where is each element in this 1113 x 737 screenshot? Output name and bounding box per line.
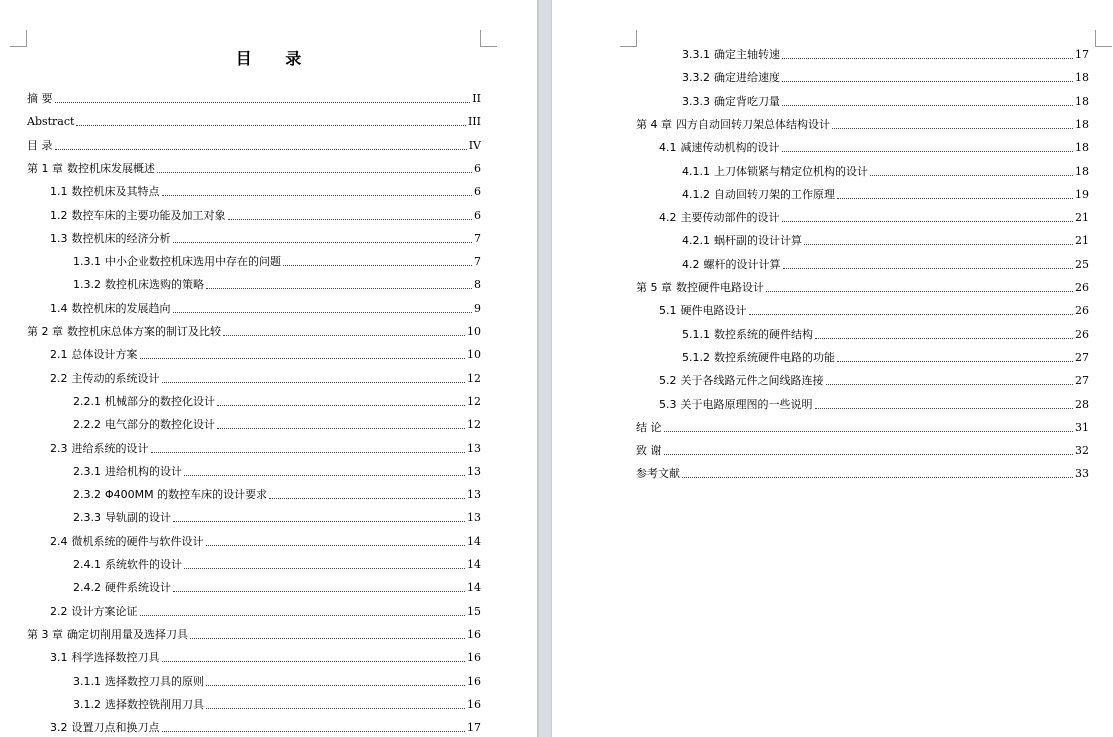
toc-entry[interactable] [636,419,1089,435]
toc-entry[interactable] [682,46,1089,62]
toc-entry-label [682,351,835,365]
dot-leader [173,242,473,243]
dot-leader [837,198,1073,199]
toc-entry-page-number: 21 [1075,211,1089,225]
toc-entry-number: 2.3.3 [73,511,101,525]
dot-leader [206,288,472,289]
toc-entry-page-number: 12 [467,371,481,385]
dot-leader [162,661,466,662]
toc-entry-page-number: 12 [467,418,481,432]
toc-entry-title: 确定主轴转速 [714,48,780,61]
toc-entry-title: 进给机构的设计 [105,464,182,478]
toc-entry-title: 机械部分的数控化设计 [105,394,215,408]
toc-entry-title: 数控机床及其特点 [71,185,160,199]
toc-entry[interactable] [636,116,1089,132]
toc-entry-label [682,234,802,248]
toc-entry[interactable] [73,696,481,712]
toc-entry-title: 参考文献 [636,467,680,481]
toc-entry[interactable] [50,440,481,456]
dot-leader [826,384,1074,385]
toc-entry[interactable] [50,533,481,549]
dot-leader [782,221,1074,222]
toc-entry-number: 2.4.1 [73,558,101,571]
toc-entry-title: 自动回转刀架的工作原理 [714,187,835,201]
toc-entry[interactable] [50,603,481,619]
toc-entry-title: 总体设计方案 [71,348,138,362]
toc-entry[interactable] [659,396,1089,412]
toc-entry-number: 4.2.1 [682,234,710,248]
toc-entry-number: 1.1 [50,185,68,199]
toc-entry-title: 摘 要 [27,92,53,105]
toc-entry-page-number: 14 [467,558,481,571]
toc-entry-page-number: 16 [467,627,481,641]
toc-entry[interactable] [636,465,1089,481]
toc-entry-number: 2.1 [50,348,68,362]
toc-entry-page-number: 17 [1075,48,1089,61]
toc-entry-number: 1.3.2 [73,278,101,292]
toc-entry-label [73,698,204,712]
toc-entry-label [659,398,813,412]
toc-entry-title: 数控系统的硬件结构 [714,327,813,341]
toc-entry-title: 数控机床发展概述 [67,161,155,175]
toc-entry-number: 5.3 [659,397,677,411]
toc-entry-number: 2.2 [50,371,68,385]
toc-entry-page-number: 7 [474,231,481,245]
toc-entry-label [659,141,780,155]
dot-leader [782,105,1073,106]
toc-entry[interactable] [27,137,481,153]
toc-entry-label [682,328,813,342]
toc-entry[interactable] [73,509,481,525]
toc-entry[interactable] [27,113,481,129]
dot-leader [162,195,473,196]
toc-entry-title: Φ400MM 的数控车床的设计要求 [105,488,268,502]
toc-entry-number: 第 4 章 [636,117,672,131]
toc-entry-title: 进给系统的设计 [71,441,149,455]
toc-entry-title: 数控机床的发展趋向 [71,301,171,315]
dot-leader [664,431,1074,432]
toc-entry-title: 数控机床的经济分析 [71,231,171,245]
toc-entry-number: 3.3.2 [682,71,710,85]
dot-leader [206,708,465,709]
toc-entry[interactable] [682,256,1089,272]
toc-entry-page-number: 28 [1075,397,1089,411]
toc-entry-title: 电气部分的数控化设计 [105,418,215,432]
toc-entry-title: 致 谢 [636,444,662,458]
toc-entry-label [27,325,221,339]
dot-leader [228,219,473,220]
toc-entry-number: 2.4.2 [73,581,101,595]
dot-leader [782,151,1074,152]
dot-leader [804,244,1073,245]
toc-entry-label [73,581,171,595]
page-gutter [537,0,552,737]
toc-entry-page-number: 26 [1075,281,1089,294]
toc-entry-title: 目 录 [27,138,53,152]
toc-entry-page-number: 27 [1075,350,1089,364]
toc-entry-page-number: IV [468,138,481,152]
toc-entry[interactable] [682,69,1089,85]
toc-entry-label [27,162,155,176]
toc-entry[interactable] [682,163,1089,179]
toc-entry-title: 硬件系统设计 [105,581,171,595]
toc-entry-title: 确定进给速度 [714,71,780,85]
toc-entry-title: 硬件电路设计 [680,304,747,318]
toc-entry-page-number: II [472,92,481,105]
toc-entry-label [27,628,188,642]
toc-entry-title: 中小企业数控机床选用中存在的问题 [105,255,281,269]
toc-entry-label [73,558,182,572]
toc-entry-title: 科学选择数控刀具 [71,651,160,665]
toc-entry-title: 四方自动回转刀架总体结构设计 [676,117,830,131]
toc-entry[interactable] [50,207,481,223]
toc-entry-page-number: 13 [467,464,481,478]
toc-entry-page-number: 13 [467,511,481,525]
toc-entry-label [27,115,74,129]
dot-leader [184,568,465,569]
dot-leader [162,731,466,732]
toc-entry-page-number: 33 [1075,467,1089,481]
toc-entry-label [636,118,830,132]
toc-entry-title: 选择数控铣削用刀具 [105,697,204,711]
toc-entry-number: 1.3.1 [73,255,101,269]
toc-entry-page-number: 15 [467,604,481,618]
dot-leader [783,268,1074,269]
toc-entry-label [682,71,780,85]
toc-entry-title: 数控车床的主要功能及加工对象 [71,208,226,222]
toc-entry-title: 系统软件的设计 [105,558,182,571]
dot-leader [206,685,465,686]
dot-leader [157,172,472,173]
toc-entry-number: 1.2 [50,208,68,222]
toc-entry-title: 数控机床选购的策略 [105,278,204,292]
toc-entry[interactable] [27,323,481,339]
toc-entry[interactable] [73,579,481,595]
toc-entry-number: 3.1 [50,651,68,665]
toc-entry-number: 4.1.1 [682,164,710,178]
dot-leader [184,475,465,476]
toc-entry-number: 2.4 [50,534,68,548]
toc-entry-page-number: 6 [474,161,481,175]
toc-entry-page-number: 26 [1075,304,1089,318]
dot-leader [162,382,466,383]
toc-entry[interactable] [659,302,1089,318]
corner-crop-mark [480,30,497,47]
toc-entry-title: 确定背吃刀量 [714,94,780,108]
dot-leader [217,405,465,406]
toc-entry-title: Abstract [27,115,75,129]
toc-entry-label [636,281,764,295]
toc-entry-title: 微机系统的硬件与软件设计 [71,534,204,548]
toc-entry[interactable] [682,186,1089,202]
document-page-right [552,0,1113,737]
dot-leader [782,58,1073,59]
toc-entry-number: 4.2 [682,257,700,271]
toc-entry-number: 2.3 [50,441,68,455]
toc-entry-page-number: 32 [1075,444,1089,458]
toc-entry-page-number: 13 [467,488,481,502]
toc-entry-label [73,395,215,409]
toc-entry[interactable] [636,442,1089,458]
toc-entry-label [27,139,53,153]
toc-entry-number: 2.2.2 [73,418,101,432]
toc-entry-title: 设计方案论证 [71,604,138,618]
toc-entry[interactable] [50,370,481,386]
toc-entry-label [73,675,204,689]
toc-entry-title: 设置刀点和换刀点 [71,721,160,735]
toc-entry-number: 5.1.2 [682,350,710,364]
toc-entry[interactable] [682,93,1089,109]
toc-entry-page-number: 7 [474,255,481,269]
toc-entry-page-number: 16 [467,697,481,711]
toc-entry-page-number: 16 [467,674,481,688]
toc-entry-page-number: 13 [467,441,481,455]
dot-leader [682,477,1073,478]
dot-leader [76,125,466,126]
toc-entry-page-number: 18 [1075,164,1089,178]
toc-entry-number: 3.2 [50,721,68,735]
toc-entry-label [659,304,747,318]
toc-entry-number: 4.1.2 [682,187,710,201]
toc-title: 目 录 [235,49,316,68]
toc-entry-number: 4.1 [659,141,677,155]
toc-entry[interactable] [73,393,481,409]
dot-leader [140,358,466,359]
toc-entry-label [682,95,780,109]
toc-entry-label [636,467,680,481]
toc-entry-page-number: 18 [1075,141,1089,155]
toc-entry-label [50,651,160,665]
toc-entry[interactable] [73,253,481,269]
toc-entry-label [73,418,215,432]
toc-entry-label [50,442,149,456]
toc-entry-page-number: 6 [474,185,481,199]
dot-leader [832,128,1073,129]
toc-entry-page-number: III [467,115,481,129]
toc-entry-title: 减速传动机构的设计 [680,141,780,155]
toc-entry-page-number: 14 [467,581,481,595]
toc-entry-number: 2.3.2 [73,488,101,502]
dot-leader [782,81,1073,82]
toc-entry-title: 确定切削用量及选择刀具 [67,627,188,641]
dot-leader [766,291,1073,292]
dot-leader [815,408,1074,409]
toc-entry-page-number: 27 [1075,374,1089,388]
dot-leader [173,521,465,522]
dot-leader [749,314,1074,315]
toc-entry-page-number: 16 [467,651,481,665]
toc-entry-number: 第 2 章 [27,325,63,338]
toc-entry-page-number: 19 [1075,187,1089,201]
toc-entry-title: 关于电路原理图的一些说明 [680,397,813,411]
toc-entry-title: 数控系统硬件电路的功能 [714,350,835,364]
toc-entry[interactable] [50,719,481,735]
toc-entry[interactable] [73,486,481,502]
toc-entry-label [50,209,226,223]
toc-entry-page-number: 21 [1075,234,1089,248]
dot-leader [190,638,465,639]
toc-entry-label [50,185,160,199]
toc-entry-label [50,232,171,246]
toc-entry[interactable] [682,232,1089,248]
toc-entry-number: 5.1.1 [682,327,710,341]
toc-entry-number: 第 3 章 [27,627,63,641]
toc-entry[interactable] [73,416,481,432]
toc-entry-page-number: 18 [1075,71,1089,85]
toc-entry-page-number: 25 [1075,257,1089,271]
toc-entry-number: 2.2 [50,604,68,618]
toc-entry-number: 第 1 章 [27,161,63,175]
toc-entry-label [682,48,780,62]
toc-entry[interactable] [73,276,481,292]
toc-entry-number: 3.3.1 [682,48,710,61]
toc-entry-label [636,421,662,435]
toc-entry-title: 数控机床总体方案的制订及比较 [67,325,221,338]
toc-entry-label [659,374,824,388]
toc-entry-number: 1.4 [50,301,68,315]
document-page-left [0,0,537,737]
dot-leader [140,615,466,616]
corner-crop-mark [620,30,637,47]
toc-entry-label [682,188,835,202]
toc-entry-title: 选择数控刀具的原则 [105,674,204,688]
dot-leader [173,591,465,592]
toc-entry-number: 3.1.2 [73,697,101,711]
toc-entry-label [50,302,171,316]
toc-entry-label [50,605,138,619]
dot-leader [223,335,465,336]
toc-entry-number: 4.2 [659,211,677,225]
toc-entry[interactable] [27,90,481,106]
toc-entry-page-number: 9 [474,301,481,315]
toc-entry-label [659,211,780,225]
toc-entry[interactable] [659,209,1089,225]
dot-leader [815,338,1073,339]
toc-entry-number: 5.1 [659,304,677,318]
toc-entry[interactable] [73,673,481,689]
dot-leader [269,498,465,499]
toc-entry-number: 3.1.1 [73,674,101,688]
toc-entry[interactable] [73,556,481,572]
toc-entry-label [50,372,160,386]
toc-entry-label [682,165,868,179]
toc-entry[interactable] [636,279,1089,295]
toc-entry[interactable] [73,463,481,479]
toc-entry-label [50,535,204,549]
toc-entry[interactable] [659,372,1089,388]
toc-entry-title: 数控硬件电路设计 [676,281,764,294]
toc-entry[interactable] [659,139,1089,155]
toc-entry[interactable] [682,349,1089,365]
toc-entry-page-number: 10 [467,325,481,338]
toc-entry-label [50,348,138,362]
toc-entry-title: 主要传动部件的设计 [680,211,780,225]
toc-entry[interactable] [27,626,481,642]
toc-entry-page-number: 18 [1075,117,1089,131]
dot-leader [55,102,471,103]
toc-entry-number: 2.2.1 [73,394,101,408]
toc-entry-page-number: 12 [467,394,481,408]
toc-entry-page-number: 6 [474,208,481,222]
toc-entry[interactable] [50,649,481,665]
corner-crop-mark [10,30,27,47]
toc-entry-title: 主传动的系统设计 [71,371,160,385]
toc-entry-page-number: 26 [1075,327,1089,341]
toc-entry-page-number: 31 [1075,420,1089,434]
toc-entry[interactable] [682,326,1089,342]
toc-entry-title: 上刀体锁紧与精定位机构的设计 [714,164,868,178]
toc-entry-number: 3.3.3 [682,94,710,108]
toc-entry-label [73,255,281,269]
toc-entry[interactable] [50,300,481,316]
toc-entry-title: 结 论 [636,420,662,434]
dot-leader [55,149,467,150]
toc-entry-label [50,721,160,735]
toc-entry-number: 第 5 章 [636,281,672,294]
toc-entry-label [73,488,267,502]
toc-entry-number: 1.3 [50,231,68,245]
toc-entry-title: 螺杆的设计计算 [703,257,781,271]
dot-leader [217,428,465,429]
toc-entry-title: 导轨副的设计 [105,511,171,525]
dot-leader [173,312,473,313]
toc-entry-label [27,92,53,106]
toc-entry-page-number: 17 [467,721,481,735]
toc-entry-page-number: 18 [1075,94,1089,108]
toc-entry[interactable] [50,346,481,362]
toc-entry[interactable] [50,183,481,199]
toc-entry-number: 2.3.1 [73,464,101,478]
toc-entry-label [636,444,662,458]
toc-entry-page-number: 14 [467,534,481,548]
toc-entry-number: 5.2 [659,374,677,388]
dot-leader [870,175,1073,176]
toc-entry-label [73,278,204,292]
toc-entry-label [73,465,182,479]
toc-entry-title: 关于各线路元件之间线路连接 [680,374,824,388]
toc-entry-page-number: 10 [467,348,481,362]
dot-leader [206,545,466,546]
toc-entry-title: 蜗杆副的设计计算 [714,234,802,248]
dot-leader [283,265,472,266]
toc-entry-page-number: 8 [474,278,481,292]
toc-entry[interactable] [27,160,481,176]
toc-entry-label [73,511,171,525]
dot-leader [151,452,466,453]
dot-leader [837,361,1073,362]
toc-entry[interactable] [50,230,481,246]
toc-entry-label [682,258,781,272]
corner-crop-mark [1095,30,1112,47]
dot-leader [664,454,1074,455]
